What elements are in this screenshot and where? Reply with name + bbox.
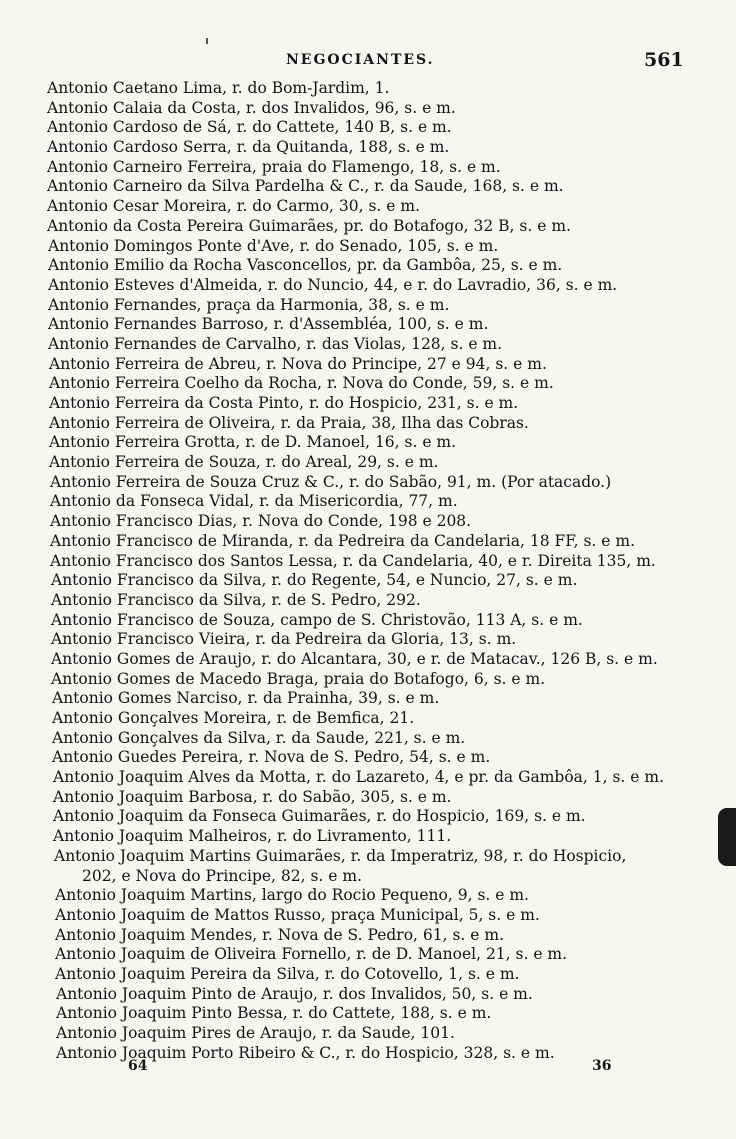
list-item: Antonio Ferreira Coelho da Rocha, r. Nova do Conde, 59, s. e m. (49, 374, 554, 393)
list-item: Antonio Joaquim da Fonseca Guimarães, r. do Hospicio, 169, s. e m. (53, 807, 586, 826)
ink-speck (206, 38, 208, 44)
list-item: Antonio Fernandes de Carvalho, r. das Violas, 128, s. e m. (48, 334, 503, 353)
list-item: Antonio Ferreira de Abreu, r. Nova do Principe, 27 e 94, s. e m. (49, 354, 547, 373)
list-item: Antonio Carneiro da Silva Pardelha & C., r. da Saude, 168, s. e m. (47, 177, 564, 196)
margin-ink-blot (718, 808, 736, 866)
list-item: Antonio Ferreira de Oliveira, r. da Praia, 38, Ilha das Cobras. (49, 413, 529, 432)
list-item: Antonio Francisco dos Santos Lessa, r. da Candelaria, 40, e r. Direita 135, m. (50, 551, 656, 570)
list-item: Antonio Esteves d'Almeida, r. do Nuncio, 44, e r. do Lavradio, 36, s. e m. (48, 275, 618, 294)
section-title: NEGOCIANTES. (286, 52, 435, 68)
list-item: Antonio Joaquim Barbosa, r. do Sabão, 305, s. e m. (53, 787, 452, 806)
list-item: Antonio Francisco de Miranda, r. da Pedreira da Candelaria, 18 FF, s. e m. (50, 531, 636, 550)
list-item: Antonio Caetano Lima, r. do Bom-Jardim, 1. (47, 79, 390, 97)
page-number: 561 (644, 49, 684, 71)
list-item: Antonio Ferreira da Costa Pinto, r. do Hospicio, 231, s. e m. (49, 394, 519, 412)
list-item: Antonio Guedes Pereira, r. Nova de S. Pedro, 54, s. e m. (52, 748, 491, 767)
signature-mark-left: 64 (128, 1058, 148, 1074)
list-item: Antonio Ferreira Grotta, r. de D. Manoel, 16, s. e m. (49, 433, 457, 452)
list-item: Antonio Francisco de Souza, campo de S. Christovão, 113 A, s. e m. (51, 610, 583, 629)
list-item: Antonio Gonçalves da Silva, r. da Saude, 221, s. e m. (52, 728, 466, 747)
list-item: Antonio Francisco da Silva, r. de S. Pedro, 292. (51, 590, 421, 609)
page-header (0, 49, 736, 76)
list-item: Antonio Francisco da Silva, r. do Regente, 54, e Nuncio, 27, s. e m. (51, 571, 578, 590)
list-item: Antonio Fernandes, praça da Harmonia, 38, s. e m. (48, 295, 450, 314)
list-item: Antonio Calaia da Costa, r. dos Invalidos, 96, s. e m. (47, 98, 456, 117)
list-item: Antonio Cardoso de Sá, r. do Cattete, 140 B, s. e m. (47, 118, 452, 137)
list-item: Antonio Cesar Moreira, r. do Carmo, 30, s. e m. (47, 197, 420, 216)
list-item: Antonio Ferreira de Souza, r. do Areal, 29, s. e m. (49, 453, 439, 472)
list-item: Antonio Francisco Vieira, r. da Pedreira da Gloria, 13, s. m. (51, 630, 517, 649)
list-item: Antonio Joaquim Alves da Motta, r. do Lazareto, 4, e pr. da Gambôa, 1, s. e m. (53, 768, 665, 787)
list-item: Antonio Joaquim Pires de Araujo, r. da Saude, 101. (56, 1024, 455, 1042)
merchant-list (0, 79, 736, 1063)
list-item: Antonio Gonçalves Moreira, r. de Bemfica, 21. (52, 709, 415, 727)
list-item: Antonio Joaquim Martins, largo do Rocio Pequeno, 9, s. e m. (55, 886, 529, 905)
list-item: Antonio da Costa Pereira Guimarães, pr. do Botafogo, 32 B, s. e m. (47, 216, 571, 235)
list-item: Antonio Fernandes Barroso, r. d'Assembléa, 100, s. e m. (48, 315, 489, 334)
list-item: Antonio Joaquim Malheiros, r. do Livramento, 111. (53, 827, 452, 846)
list-item: Antonio Joaquim Pinto Bessa, r. do Cattete, 188, s. e m. (56, 1004, 492, 1023)
list-item: Antonio Joaquim Pinto de Araujo, r. dos Invalidos, 50, s. e m. (56, 984, 533, 1003)
list-item: Antonio Gomes Narciso, r. da Prainha, 39, s. e m. (52, 689, 440, 708)
list-item: Antonio Gomes de Araujo, r. do Alcantara, 30, e r. de Matacav., 126 B, s. e m. (51, 649, 658, 668)
list-item: Antonio da Fonseca Vidal, r. da Misericordia, 77, m. (50, 492, 458, 511)
list-item: Antonio Cardoso Serra, r. da Quitanda, 188, s. e m. (47, 138, 450, 157)
list-item: Antonio Joaquim de Mattos Russo, praça Municipal, 5, s. e m. (55, 905, 540, 924)
list-item: Antonio Joaquim Mendes, r. Nova de S. Pedro, 61, s. e m. (55, 925, 504, 944)
signature-mark-right: 36 (592, 1058, 612, 1074)
list-item-continuation: 202, e Nova do Principe, 82, s. e m. (82, 866, 363, 885)
list-item: Antonio Joaquim Martins Guimarães, r. da Imperatriz, 98, r. do Hospicio, (54, 846, 627, 865)
list-item: Antonio Ferreira de Souza Cruz & C., r. do Sabão, 91, m. (Por atacado.) (50, 472, 612, 491)
list-item: Antonio Emilio da Rocha Vasconcellos, pr. da Gambôa, 25, s. e m. (48, 256, 563, 275)
list-item: Antonio Carneiro Ferreira, praia do Flamengo, 18, s. e m. (47, 157, 501, 176)
page-footer (0, 1058, 736, 1080)
list-item: Antonio Francisco Dias, r. Nova do Conde, 198 e 208. (50, 512, 472, 531)
list-item: Antonio Joaquim Pereira da Silva, r. do Cotovello, 1, s. e m. (55, 964, 520, 983)
list-item: Antonio Joaquim de Oliveira Fornello, r. de D. Manoel, 21, s. e m. (55, 945, 568, 964)
list-item: Antonio Joaquim Porto Ribeiro & C., r. do Hospicio, 328, s. e m. (56, 1043, 555, 1062)
list-item: Antonio Domingos Ponte d'Ave, r. do Senado, 105, s. e m. (48, 236, 499, 255)
list-item: Antonio Gomes de Macedo Braga, praia do Botafogo, 6, s. e m. (51, 669, 546, 688)
